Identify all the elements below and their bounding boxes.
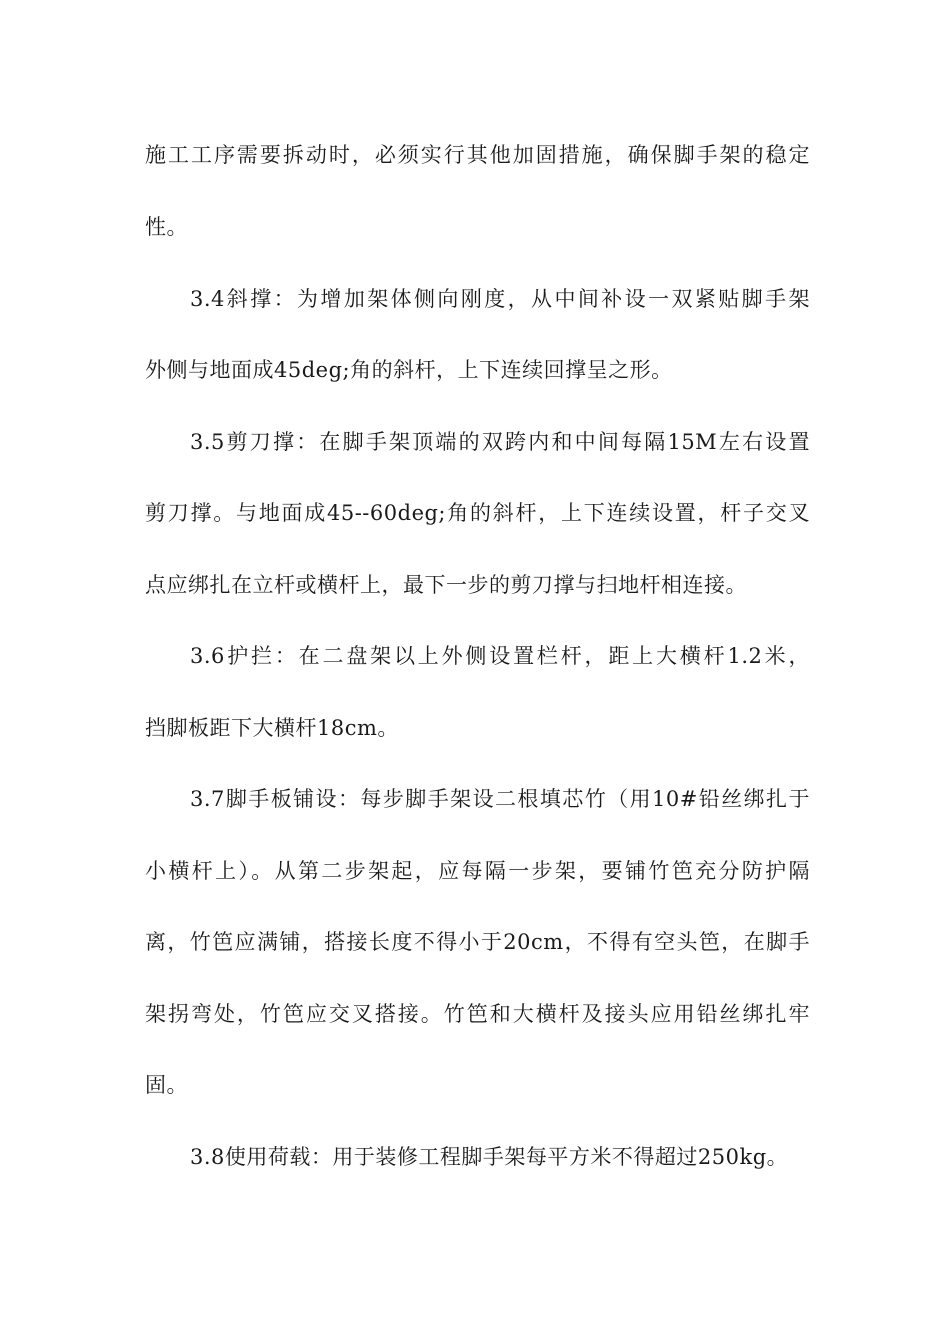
text-line: 3.6护拦：在二盘架以上外侧设置栏杆，距上大横杆1.2米，: [190, 644, 810, 668]
text-line: 小横杆上）。从第二步架起，应每隔一步架，要铺竹笆充分防护隔: [145, 859, 810, 883]
text-line: 剪刀撑。与地面成45--60deg;角的斜杆，上下连续设置，杆子交叉: [145, 501, 810, 525]
text-line: 性。: [145, 215, 188, 239]
text-line: 外侧与地面成45deg;角的斜杆，上下连续回撑呈之形。: [145, 358, 673, 382]
text-line: 施工工序需要拆动时，必须实行其他加固措施，确保脚手架的稳定: [145, 143, 810, 167]
text-line: 架拐弯处，竹笆应交叉搭接。竹笆和大横杆及接头应用铅丝绑扎牢: [145, 1002, 810, 1026]
text-line: 3.8使用荷载：用于装修工程脚手架每平方米不得超过250kg。: [190, 1145, 789, 1169]
text-line: 离，竹笆应满铺，搭接长度不得小于20cm，不得有空头笆，在脚手: [145, 930, 810, 954]
text-line: 3.5剪刀撑：在脚手架顶端的双跨内和中间每隔15M左右设置: [190, 430, 810, 454]
text-line: 固。: [145, 1073, 188, 1097]
text-line: 3.4斜撑：为增加架体侧向刚度，从中间补设一双紧贴脚手架: [190, 287, 810, 311]
text-line: 点应绑扎在立杆或横杆上，最下一步的剪刀撑与扫地杆相连接。: [145, 573, 747, 597]
text-line: 挡脚板距下大横杆18cm。: [145, 716, 399, 740]
text-line: 3.7脚手板铺设：每步脚手架设二根填芯竹（用10#铅丝绑扎于: [190, 787, 810, 811]
